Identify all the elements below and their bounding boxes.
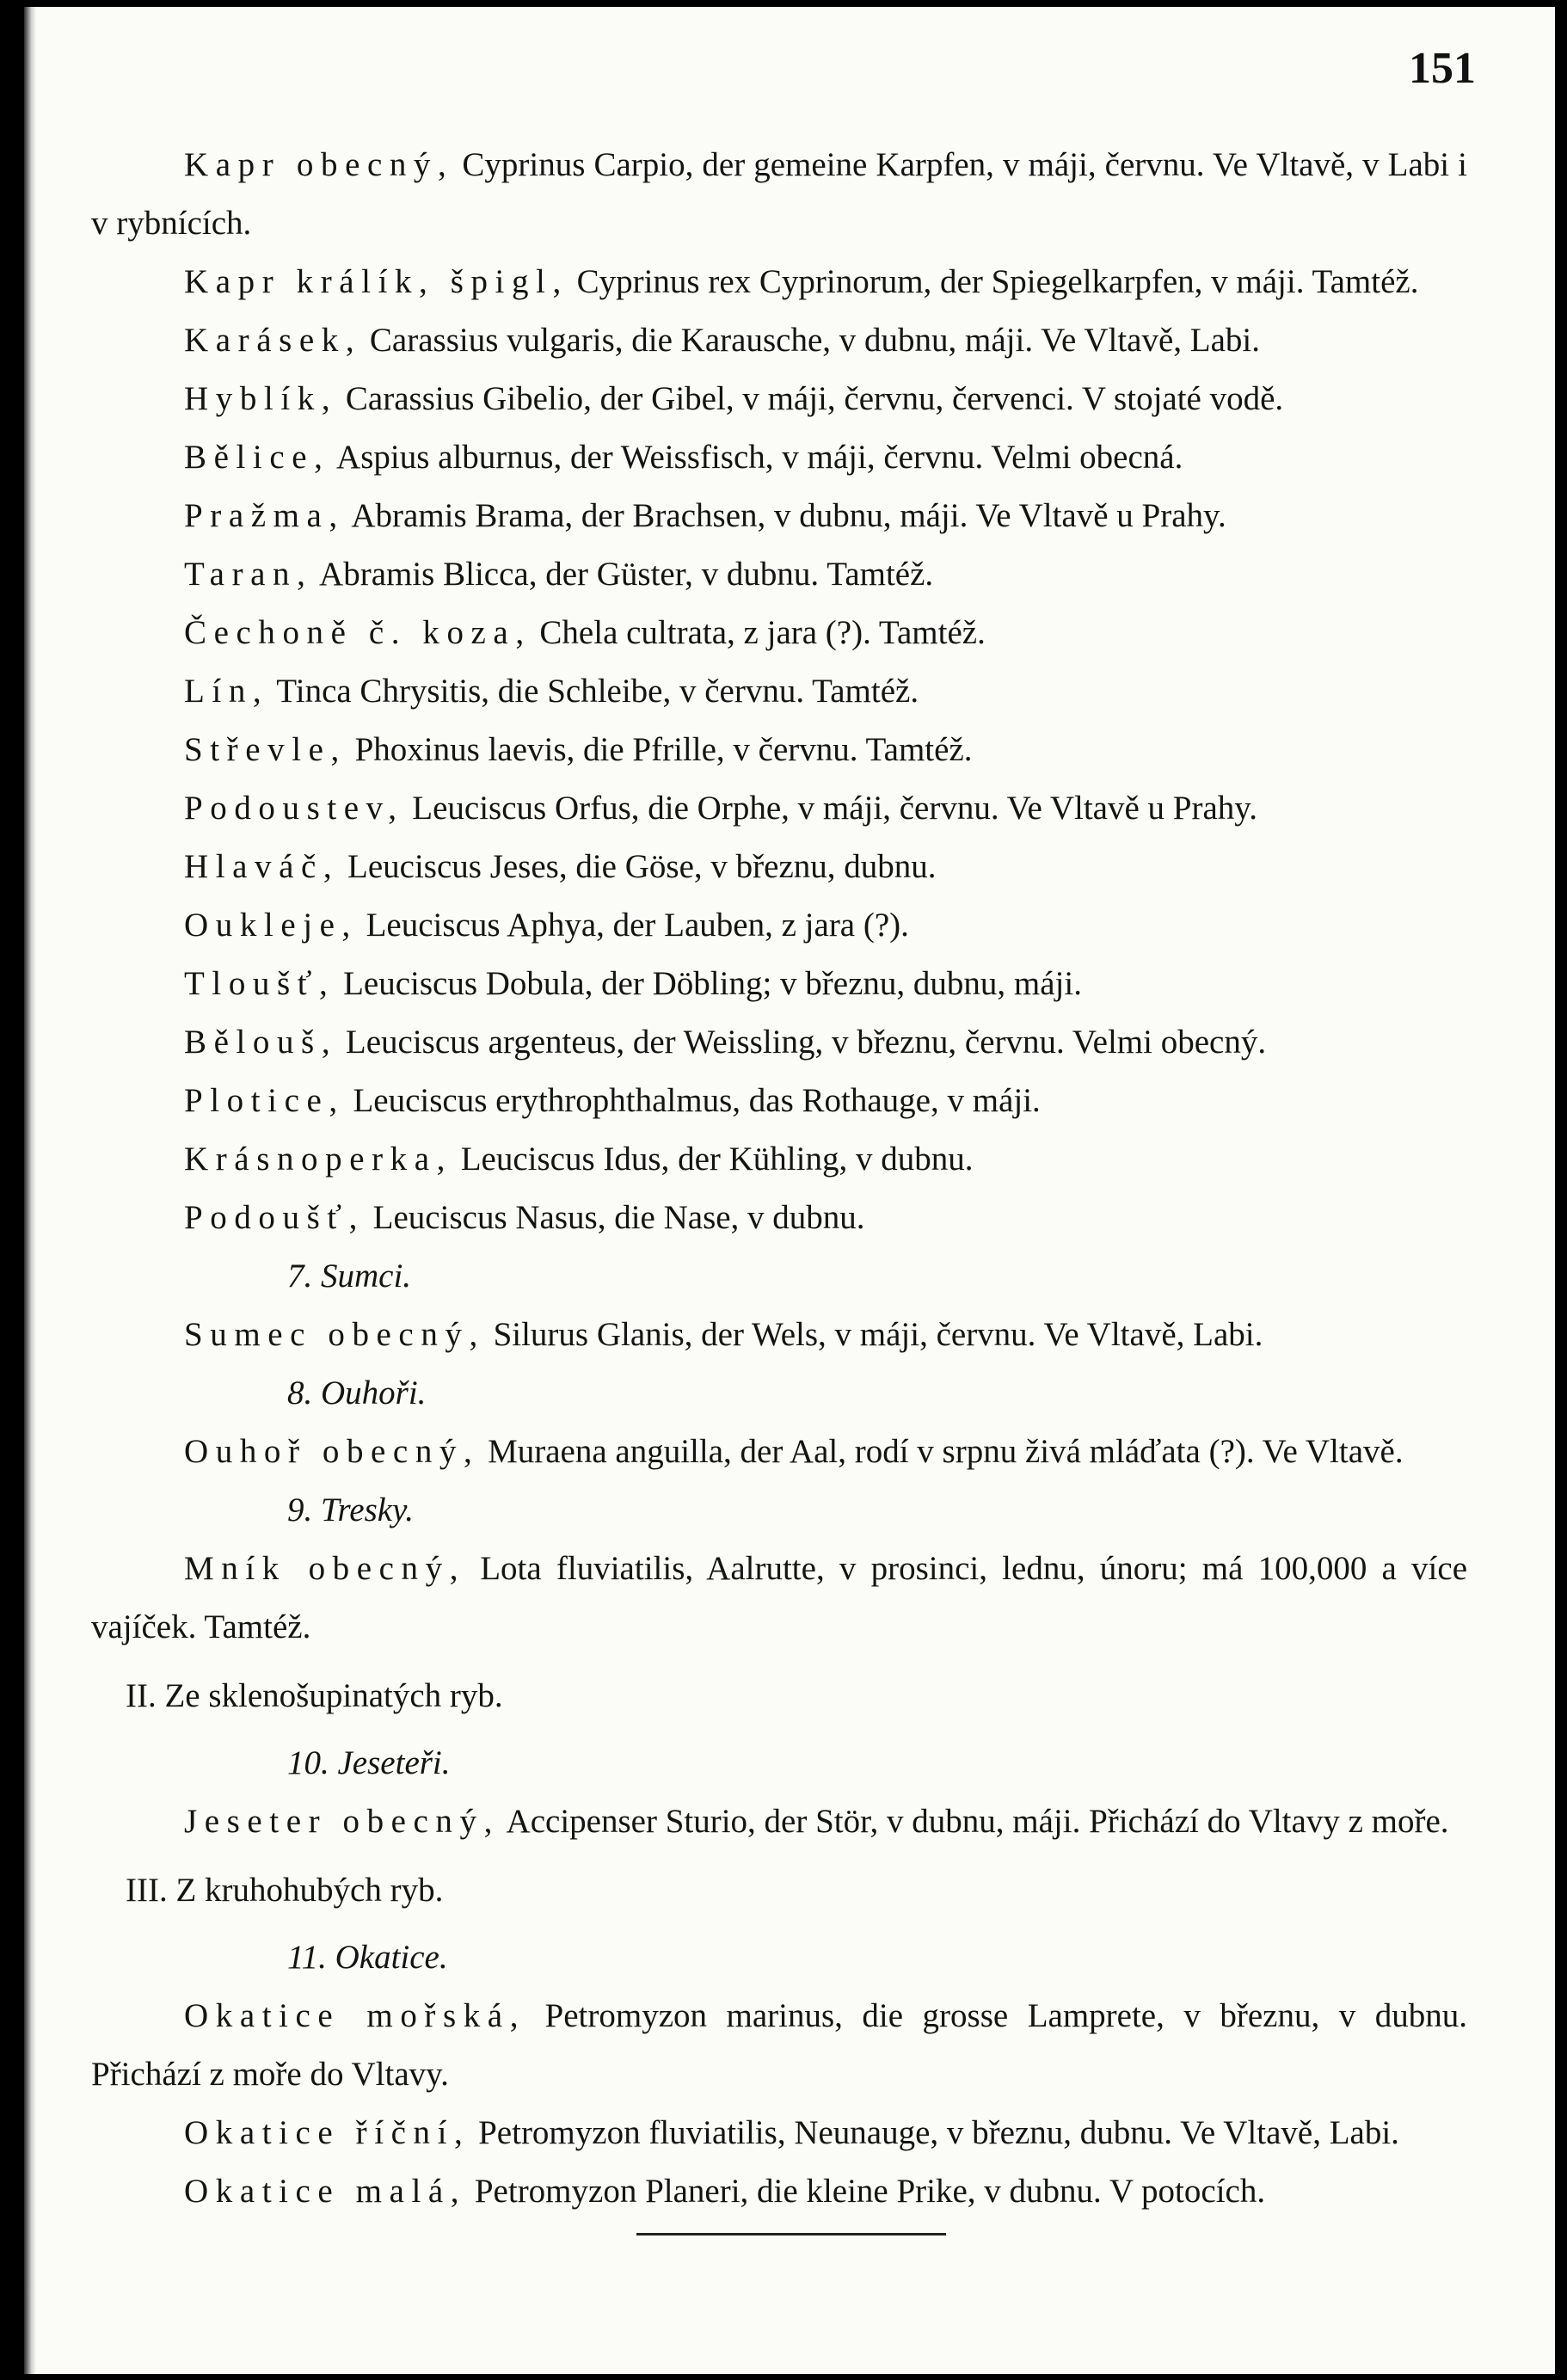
fish-name: Tloušť, [184,965,335,1002]
fish-entry [91,1793,1467,1851]
fish-entry [91,1540,1467,1657]
fish-description: Tinca Chrysitis, die Schleibe, v červnu. Tamtéž. [268,673,919,710]
fish-name: Podoušť, [184,1199,365,1236]
fish-description: Cyprinus Carpio, der gemeine Karpfen, v máji, červnu. Ve Vltavě, v Labi i v rybnících. [91,146,1467,242]
fish-name: Bělouš, [184,1024,338,1061]
fish-description: Leuciscus erythrophthalmus, das Rothauge, v máji. [344,1082,1041,1119]
fish-description: Petromyzon marinus, die grosse Lamprete, v březnu, v dubnu. Přichází z moře do Vltavy. [91,1997,1467,2093]
fish-name: Mník obecný, [184,1550,466,1587]
book-page [24,7,1555,2374]
fish-name: Bělice, [184,439,330,476]
fish-description: Leuciscus Idus, der Kühling, v dubnu. [452,1141,974,1178]
fish-name: Krásnoperka, [184,1141,452,1178]
fish-description: Chela cultrata, z jara (?). Tamtéž. [531,614,986,651]
fish-entry [91,1423,1467,1481]
fish-description: Accipenser Sturio, der Stör, v dubnu, máji. Přichází do Vltavy z moře. [499,1803,1449,1840]
fish-description: Abramis Brama, der Brachsen, v dubnu, máji. Ve Vltavě u Prahy. [344,497,1226,534]
fish-name: Karásek, [184,322,362,359]
fish-name: Kapr králík, špigl, [184,263,568,300]
fish-entry [91,1987,1467,2104]
fish-description: Carassius Gibelio, der Gibel, v máji, červnu, červenci. V stojaté vodě. [337,380,1284,417]
fish-entry [91,1013,1467,1072]
fish-name: Kapr obecný, [184,146,454,183]
fish-description: Leuciscus Nasus, die Nase, v dubnu. [364,1199,865,1236]
fish-entry [91,1306,1467,1364]
fish-description: Cyprinus rex Cyprinorum, der Spiegelkarpfen, v máji. Tamtéž. [568,263,1419,300]
fish-name: Sumec obecný, [184,1316,485,1353]
fish-entry [91,487,1467,545]
fish-description: Aspius alburnus, der Weissfisch, v máji, červnu. Velmi obecná. [329,439,1183,476]
fish-description: Leuciscus Dobula, der Döbling; v březnu, dubnu, máji. [335,965,1082,1002]
fish-entry [91,1072,1467,1130]
page-number: 151 [1409,44,1476,93]
fish-description: Carassius vulgaris, die Karausche, v dubnu, máji. Ve Vltavě, Labi. [361,322,1260,359]
fish-name: Střevle, [184,731,347,768]
fish-description: Leuciscus Aphya, der Lauben, z jara (?). [357,907,909,944]
family-heading: 7. Sumci. [287,1258,412,1295]
fish-entry [91,428,1467,487]
fish-description: Abramis Blicca, der Güster, v dubnu. Tamtéž. [312,556,934,593]
page-edge-shadow [24,7,36,2374]
fish-description: Lota fluviatilis, Aalrutte, v prosinci, lednu, únoru; má 100,000 a více vajíček. Tamtéž. [91,1550,1468,1645]
fish-entry [91,253,1467,311]
fish-entry [91,2162,1467,2221]
fish-entry [91,662,1467,721]
fish-description: Phoxinus laevis, die Pfrille, v červnu. Tamtéž. [346,731,973,768]
page-body [91,136,1467,2221]
section-heading: III. Z kruhohubých ryb. [126,1872,444,1909]
fish-description: Leuciscus Jeses, die Göse, v březnu, dubnu. [339,848,937,885]
family-heading: 8. Ouhoři. [287,1374,427,1411]
fish-name: Lín, [184,673,269,710]
fish-entry [91,545,1467,604]
fish-name: Oukleje, [184,907,358,944]
fish-description: Silurus Glanis, der Wels, v máji, červnu. Ve Vltavě, Labi. [484,1316,1263,1353]
fish-description: Petromyzon Planeri, die kleine Prike, v dubnu. V potocích. [466,2173,1266,2210]
fish-entry [91,779,1467,838]
family-heading: 10. Jeseteři. [287,1744,451,1781]
fish-name: Pražma, [184,497,345,534]
fish-description: Petromyzon fluviatilis, Neunauge, v březnu, dubnu. Ve Vltavě, Labi. [470,2114,1399,2151]
family-heading: 9. Tresky. [287,1491,414,1528]
fish-description: Leuciscus Orfus, die Orphe, v máji, červnu. Ve Vltavě u Prahy. [403,790,1257,827]
fish-entry [91,370,1467,428]
fish-name: Okatice říční, [184,2114,470,2151]
fish-entry [91,311,1467,370]
fish-description: Leuciscus argenteus, der Weissling, v březnu, červnu. Velmi obecný. [337,1024,1267,1061]
fish-entry [91,1130,1467,1189]
family-heading: 11. Okatice. [287,1939,448,1976]
fish-name: Hlaváč, [184,848,340,885]
fish-entry [91,604,1467,662]
section-heading: II. Ze sklenošupinatých ryb. [126,1677,503,1714]
fish-entry [91,955,1467,1013]
fish-entry [91,2104,1467,2162]
fish-name: Okatice mořská, [184,1997,526,2034]
fish-name: Taran, [184,556,313,593]
fish-name: Hyblík, [184,380,338,417]
fish-name: Ouhoř obecný, [184,1433,480,1470]
fish-name: Plotice, [184,1082,345,1119]
fish-name: Jeseter obecný, [184,1803,500,1840]
fish-description: Muraena anguilla, der Aal, rodí v srpnu živá mláďata (?). Ve Vltavě. [479,1433,1404,1470]
fish-entry [91,1189,1467,1247]
fish-name: Podoustev, [184,790,404,827]
fish-entry [91,838,1467,896]
footnote-divider [636,2233,946,2235]
fish-entry [91,136,1467,253]
fish-name: Čechoně č. koza, [184,614,532,651]
fish-entry [91,721,1467,779]
fish-entry [91,896,1467,955]
fish-name: Okatice malá, [184,2173,467,2210]
